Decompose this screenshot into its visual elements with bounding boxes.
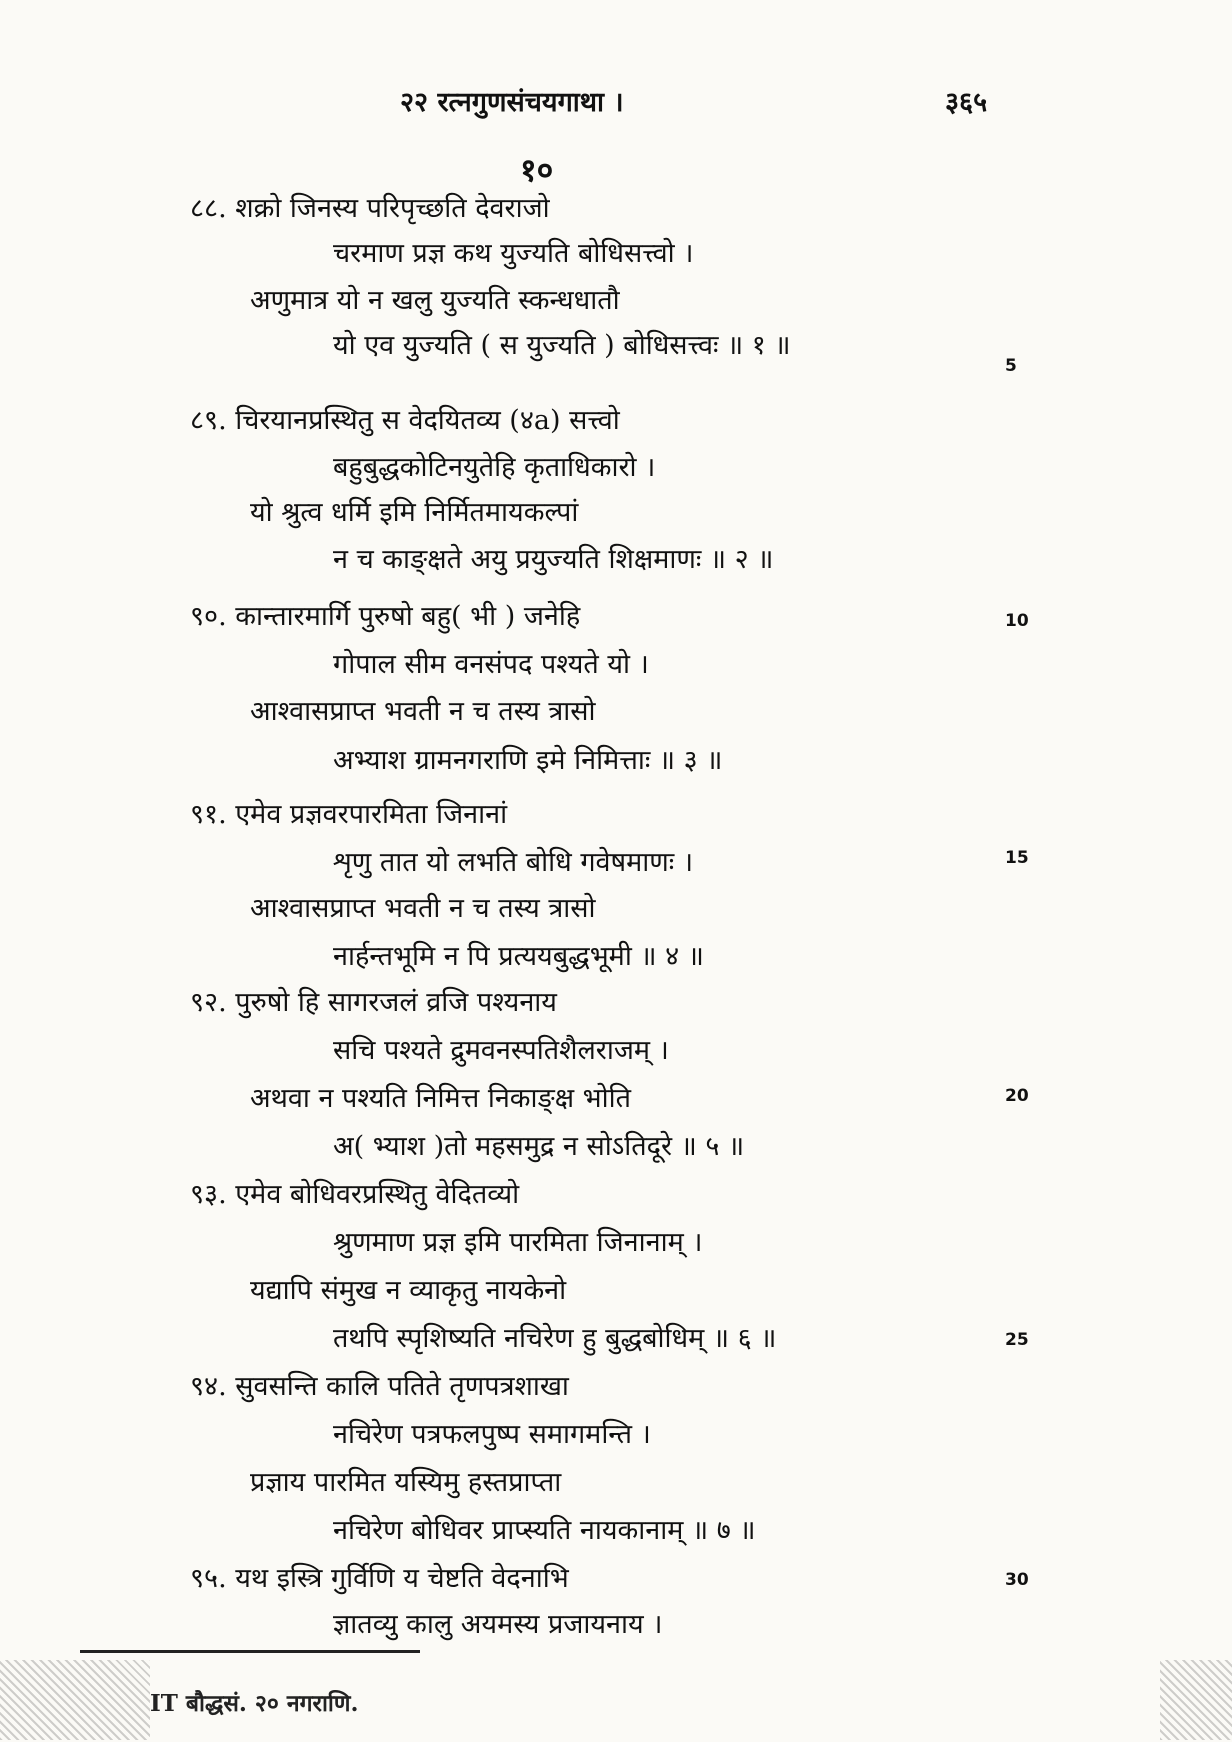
verse-line: तथपि स्पृशिष्यति नचिरेण हु बुद्धबोधिम् ॥ ६ ॥ <box>333 1323 777 1354</box>
verse-line: यद्यापि संमुख न व्याकृतु नायकेनो <box>250 1275 567 1306</box>
verse-line: नचिरेण बोधिवर प्राप्स्यति नायकानाम् ॥ ७ ॥ <box>333 1515 756 1546</box>
verse-line: नार्हन्तभूमि न पि प्रत्ययबुद्धभूमी ॥ ४ ॥ <box>333 941 704 972</box>
verse-line: यो एव युज्यति ( स युज्यति ) बोधिसत्त्वः ॥ १ ॥ <box>333 330 791 361</box>
line-number-30: 30 <box>1005 1570 1029 1590</box>
scan-noise <box>1160 1660 1232 1740</box>
footer-rule <box>80 1650 420 1653</box>
scan-noise <box>0 1660 150 1740</box>
verse-line: बहुबुद्धकोटिनयुतेहि कृताधिकारो । <box>333 452 656 483</box>
verse-line: ९५. यथ इस्त्रि गुर्विणि य चेष्टति वेदनाभि <box>190 1563 569 1594</box>
verse-line: शृणु तात यो लभति बोधि गवेषमाणः । <box>333 847 694 878</box>
verse-line: ९३. एमेव बोधिवरप्रस्थितु वेदितव्यो <box>190 1179 520 1210</box>
verse-line: न च काङ्क्षते अयु प्रयुज्यति शिक्षमाणः ॥ २ ॥ <box>333 544 774 575</box>
verse-line: चरमाण प्रज्ञ कथ युज्यति बोधिसत्त्वो । <box>333 238 694 269</box>
footer-imprint: IT बौद्धसं. २० नगराणि. <box>150 1690 359 1717</box>
verse-line: गोपाल सीम वनसंपद पश्यते यो । <box>333 649 649 680</box>
verse-line: ज्ञातव्यु कालु अयमस्य प्रजायनाय । <box>333 1609 663 1640</box>
verse-line: ९४. सुवसन्ति कालि पतिते तृणपत्रशाखा <box>190 1371 569 1402</box>
chapter-number: १० <box>520 151 554 189</box>
verse-line: अभ्याश ग्रामनगराणि इमे निमित्ताः ॥ ३ ॥ <box>333 745 723 776</box>
verse-line: श्रुणमाण प्रज्ञ इमि पारमिता जिनानाम् । <box>333 1227 703 1258</box>
verse-line: आश्वासप्राप्त भवती न च तस्य त्रासो <box>250 696 596 727</box>
verse-line: ८९. चिरयानप्रस्थितु स वेदयितव्य (४a) सत्त्वो <box>190 405 620 436</box>
verse-line: अथवा न पश्यति निमित्त निकाङ्क्ष भोति <box>250 1083 632 1114</box>
line-number-25: 25 <box>1005 1330 1029 1350</box>
line-number-15: 15 <box>1005 848 1029 868</box>
verse-line: सचि पश्यते द्रुमवनस्पतिशैलराजम् । <box>333 1035 669 1066</box>
running-header-title: २२ रत्नगुणसंचयगाथा । <box>400 87 624 118</box>
verse-line: ९०. कान्तारमार्गि पुरुषो बहु( भी ) जनेहि <box>190 601 581 632</box>
line-number-10: 10 <box>1005 611 1029 631</box>
verse-line: ९२. पुरुषो हि सागरजलं व्रजि पश्यनाय <box>190 987 557 1018</box>
verse-line: अणुमात्र यो न खलु युज्यति स्कन्धधातौ <box>250 285 620 316</box>
verse-line: प्रज्ञाय पारमित यस्यिमु हस्तप्राप्ता <box>250 1467 562 1498</box>
verse-line: ९१. एमेव प्रज्ञवरपारमिता जिनानां <box>190 799 508 830</box>
verse-line: ८८. शक्रो जिनस्य परिपृच्छति देवराजो <box>190 193 550 224</box>
verse-line: आश्वासप्राप्त भवती न च तस्य त्रासो <box>250 893 596 924</box>
line-number-5: 5 <box>1005 356 1017 376</box>
verse-line: नचिरेण पत्रफलपुष्प समागमन्ति । <box>333 1419 651 1450</box>
verse-line: अ( भ्याश )तो महसमुद्र न सोऽतिदूरे ॥ ५ ॥ <box>333 1131 745 1162</box>
page-number: ३६५ <box>945 87 988 118</box>
line-number-20: 20 <box>1005 1086 1029 1106</box>
verse-line: यो श्रुत्व धर्मि इमि निर्मितमायकल्पां <box>250 497 579 528</box>
page-footer <box>0 1650 1232 1742</box>
